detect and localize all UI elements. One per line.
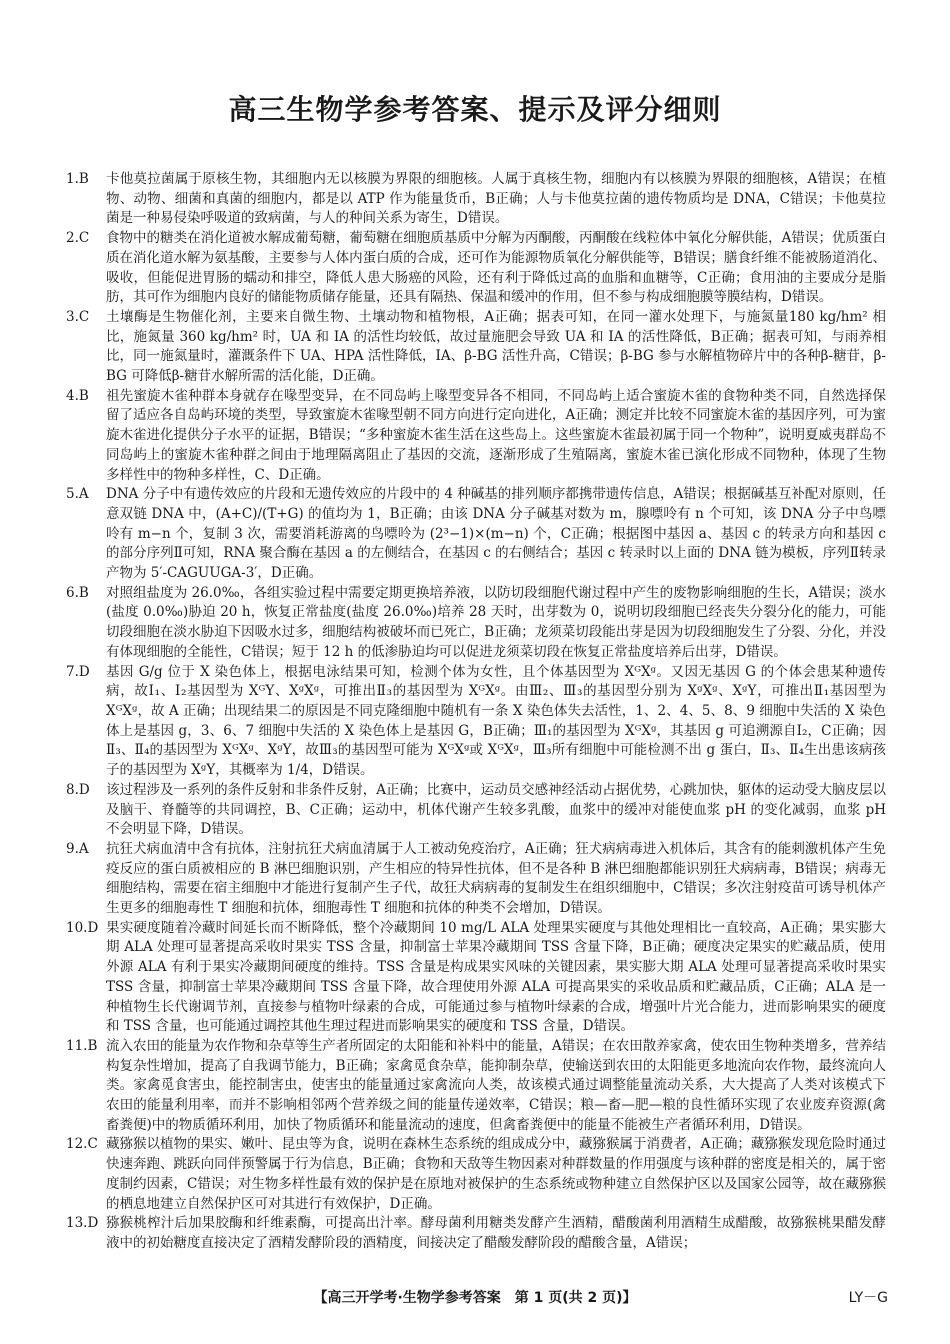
answer-explanation: 藏猕猴以植物的果实、嫩叶、昆虫等为食，说明在森林生态系统的组成成分中，藏猕猴属于消费者，A正确；藏猕猴发现危险时通过快速奔跑、跳跃向同伴预警属于行为信息，B正确；食物和天敌等生物因素对种群数量的作用强度与该种群的密度是相关的，属于密度制约因素，C错误；对生物多样性最有效的保护是在原地对被保护的生态系统或物种建立自然保护区以及国家公园等，故在藏猕猴的栖息地建立自然保护区可对其进行有效保护，D正确。	[106, 1136, 886, 1212]
answer-number: 8.D	[66, 781, 90, 798]
answer-item	[66, 229, 886, 308]
answer-item	[66, 663, 886, 781]
answer-number: 11.B	[66, 1037, 98, 1054]
answer-explanation: 卡他莫拉菌属于原核生物，其细胞内无以核膜为界限的细胞核。人属于真核生物，细胞内有以核膜为界限的细胞核，A错误；在植物、动物、细菌和真菌的细胞内，都是以 ATP 作为能量货币，B正确；人与卡他莫拉菌的遗传物质均是 DNA，C错误；卡他莫拉菌是一种易侵染呼吸道的致病菌，与人的种间关系为寄生，D错误。	[106, 171, 886, 227]
answer-number: 10.D	[66, 919, 99, 936]
answer-item	[66, 1135, 886, 1214]
answer-number: 12.C	[66, 1136, 98, 1153]
answer-explanation: 抗狂犬病血清中含有抗体，注射抗狂犬病血清属于人工被动免疫治疗，A正确；狂犬病病毒进入机体后，其含有的能刺激机体产生免疫反应的蛋白质被相应的 B 淋巴细胞识别，产生相应的特异性抗体，但不是各种 B 淋巴细胞都能识别狂犬病病毒，B错误；病毒无细胞结构，需要在宿主细胞中才能进行复制产生子代，故狂犬病病毒的复制发生在组织细胞中，C错误；多次注射疫苗可诱导机体产生更多的细胞毒性 T 细胞和抗体，细胞毒性 T 细胞和抗体的种类不会增加，D错误。	[106, 840, 886, 917]
answer-explanation: 该过程涉及一系列的条件反射和非条件反射，A正确；比赛中，运动员交感神经活动占据优势，心跳加快，躯体的运动受大脑皮层以及脑干、脊髓等的共同调控，B、C正确；运动中，机体代谢产生较多乳酸，血浆中的缓冲对能使血浆 pH 的变化减弱，血浆 pH 不会明显下降，D错误。	[106, 781, 886, 838]
answer-item	[66, 170, 886, 229]
answer-item	[66, 919, 886, 1037]
answer-number: 5.A	[66, 486, 89, 503]
answer-number: 4.B	[66, 387, 89, 404]
answer-explanation: 食物中的糖类在消化道被水解成葡萄糖，葡萄糖在细胞质基质中分解为丙酮酸，丙酮酸在线粒体中氧化分解供能，A错误；优质蛋白质在消化道水解为氨基酸，主要参与人体内蛋白质的合成，还可作为能源物质氧化分解供能等，B错误；膳食纤维不能被肠道消化、吸收，但能促进胃肠的蠕动和排空，降低人患大肠癌的风险，还有利于降低过高的血脂和血糖等，C正确；食用油的主要成分是脂肪，其可作为细胞内良好的储能物质储存能量，还具有隔热、保温和缓冲的作用，但不参与构成细胞膜等膜结构，D错误。	[106, 230, 886, 306]
answer-item	[66, 308, 886, 387]
answer-explanation: 土壤酶是生物催化剂，主要来自微生物、土壤动物和植物根，A正确；据表可知，在同一灌水处理下，与施氮量180 kg/hm² 相比，施氮量 360 kg/hm² 时，UA 和 IA 的活性均较低，故过量施肥会导致 UA 和 IA 的活性降低，B正确；据表可知，与雨养相比，同一施氮量时，灌溉条件下 UA、HPA 活性降低，IA、β-BG 活性升高，C错误；β-BG 参与水解植物碎片中的各种β-糖苷，β-BG 可降低β-糖苷水解所需的活化能，D正确。	[106, 308, 886, 385]
answer-explanation: 对照组盐度为 26.0‰，各组实验过程中需要定期更换培养液，以防切段细胞代谢过程中产生的废物影响细胞的生长，A错误；淡水(盐度 0.0‰)胁迫 20 h，恢复正常盐度(盐度 26.0‰)培养 28 天时，出芽数为 0，说明切段细胞已经丧失分裂分化的能力，可能切段细胞在淡水胁迫下因吸水过多，细胞结构被破坏而已死亡，B正确；龙须菜切段能出芽是因为切段细胞发生了分裂、分化，并没有体现细胞的全能性，C错误；短于 12 h 的低渗胁迫均可以促进龙须菜切段在恢复正常盐度培养后出芽，D错误。	[106, 584, 886, 660]
answer-item	[66, 1037, 886, 1136]
answer-explanation: DNA 分子中有遗传效应的片段和无遗传效应的片段中的 4 种碱基的排列顺序都携带遗传信息，A错误；根据碱基互补配对原则，任意双链 DNA 中，(A+C)/(T+G) 的值均为 1，B正确；由该 DNA 分子碱基对数为 m，腺嘌呤有 n 个可知，该 DNA 分子中鸟嘌呤有 m−n 个，复制 3 次，需要消耗游离的鸟嘌呤为 (2³−1)×(m−n) 个，C正确；根据图中基因 a、基因 c 的转录方向和基因 c 的部分序列Ⅱ可知，RNA 聚合酶在基因 a 的左侧结合，在基因 c 的右侧结合；基因 c 转录时以上面的 DNA 链为模板，序列Ⅱ转录产物为 5′-CAGUUGA-3′，D正确。	[106, 486, 886, 582]
answer-number: 2.C	[66, 230, 90, 247]
answer-number: 1.B	[66, 171, 89, 187]
footer-code: LY－G	[848, 1290, 888, 1306]
answer-item	[66, 1214, 886, 1253]
answer-item	[66, 840, 886, 919]
answer-explanation: 猕猴桃榨汁后加果胶酶和纤维素酶，可提高出汁率。酵母菌利用糖类发酵产生酒精，醋酸菌利用酒精生成醋酸，故猕猴桃果醋发酵液中的初始糖度直接决定了酒精发酵阶段的酒精度，间接决定了醋酸发酵阶段的醋酸含量，A错误；	[106, 1215, 886, 1251]
answer-number: 9.A	[66, 840, 89, 857]
footer-page-info: 【高三开学考·生物学参考答案 第 1 页(共 2 页)】	[313, 1290, 637, 1306]
answer-item	[66, 584, 886, 663]
answer-item	[66, 781, 886, 840]
answer-item	[66, 485, 886, 584]
answer-number: 3.C	[66, 308, 90, 325]
answer-number: 6.B	[66, 584, 89, 601]
answer-explanation: 果实硬度随着冷藏时间延长而不断降低，整个冷藏期间 10 mg/L ALA 处理果实硬度与其他处理相比一直较高，A正确；果实膨大期 ALA 处理可显著提高采收时果实 TSS 含量，抑制富士苹果冷藏期间 TSS 含量下降，B正确；硬度决定果实的贮藏品质，使用外源 ALA 有利于果实冷藏期间硬度的维持。TSS 含量是构成果实风味的关键因素，果实膨大期 ALA 处理可显著提高采收时果实 TSS 含量，抑制富士苹果冷藏期间 TSS 含量下降，故合理使用外源 ALA 可提高果实的采收品质和贮藏品质，C正确；ALA 是一种植物生长代谢调节剂，直接参与植物叶绿素的合成，可能通过参与植物叶绿素的合成，增强叶片光合能力，进而影响果实的硬度和 TSS 含量，也可能通过调控其他生理过程进而影响果实的硬度和 TSS 含量，D错误。	[106, 919, 886, 1035]
answer-explanation: 基因 G/g 位于 X 染色体上，根据电泳结果可知，检测个体为女性，且个体基因型为 XᴳXᵍ。又因无基因 G 的个体会患某种遗传病，故Ⅰ₁、Ⅰ₂基因型为 XᴳY、XᵍXᵍ，可推出Ⅱ₃的基因型为 XᴳXᵍ。由Ⅲ₂、Ⅲ₃的基因型分别为 XᵍXᵍ、XᵍY，可推出Ⅱ₁基因型为 XᴳXᵍ，故 A 正确；出现结果二的原因是不同克隆细胞中随机有一条 X 染色体失去活性，1、2、4、5、8、9 细胞中失活的 X 染色体上是基因 g，3、6、7 细胞中失活的 X 染色体上是基因 G，B正确；Ⅲ₁的基因型为 XᴳXᵍ，其基因 g 可追溯源自Ⅰ₂，C正确；因Ⅱ₃、Ⅱ₄的基因型为 XᴳXᵍ、XᵍY，故Ⅲ₃的基因型可能为 XᴳXᵍ或 XᴳXᵍ，Ⅲ₃所有细胞中可能检测不出 g 蛋白，Ⅱ₃、Ⅱ₄生出患该病孩子的基因型为 XᵍY，其概率为 1/4，D错误。	[106, 663, 886, 779]
answer-number: 13.D	[66, 1215, 99, 1232]
answer-explanation: 祖先蜜旋木雀种群本身就存在喙型变异，在不同岛屿上喙型变异各不相同，不同岛屿上适合蜜旋木雀的食物种类不同，自然选择保留了适应各自岛屿环境的类型，导致蜜旋木雀喙型朝不同方向进行定向进化，A正确；测定并比较不同蜜旋木雀的基因序列，可为蜜旋木雀进化提供分子水平的证据，B错误；“多种蜜旋木雀生活在这些岛上。这些蜜旋木雀最初属于同一个物种”，说明夏威夷群岛不同岛屿上的蜜旋木雀种群之间由于地理隔离阻止了基因的交流，逐渐形成了生殖隔离，蜜旋木雀已演化形成不同物种，体现了生物多样性中的物种多样性，C、D正确。	[106, 387, 886, 483]
page-title: 高三生物学参考答案、提示及评分细则	[228, 93, 722, 126]
answer-list	[66, 170, 886, 1254]
answer-number: 7.D	[66, 663, 90, 680]
answer-explanation: 流入农田的能量为农作物和杂草等生产者所固定的太阳能和补料中的能量，A错误；在农田散养家禽，使农田生物种类增多，营养结构复杂性增加，提高了自我调节能力，B正确；家禽觅食杂草，能抑制杂草，使输送到农田的太阳能更多地流向农作物，最终流向人类。家禽觅食害虫，能控制害虫，使害虫的能量通过家禽流向人类，故该模式通过调整能量流动关系，大大提高了人类对该模式下农田的能量利用率，而并不影响相邻两个营养级之间的能量传递效率，C错误；粮—畜—肥—粮的良性循环实现了农业废弃资源(禽畜粪便)中的物质循环利用，加快了物质循环和能量流动的速度，但禽畜粪便中的能量不能被生产者循环利用，D错误。	[106, 1037, 886, 1133]
answer-item	[66, 387, 886, 486]
